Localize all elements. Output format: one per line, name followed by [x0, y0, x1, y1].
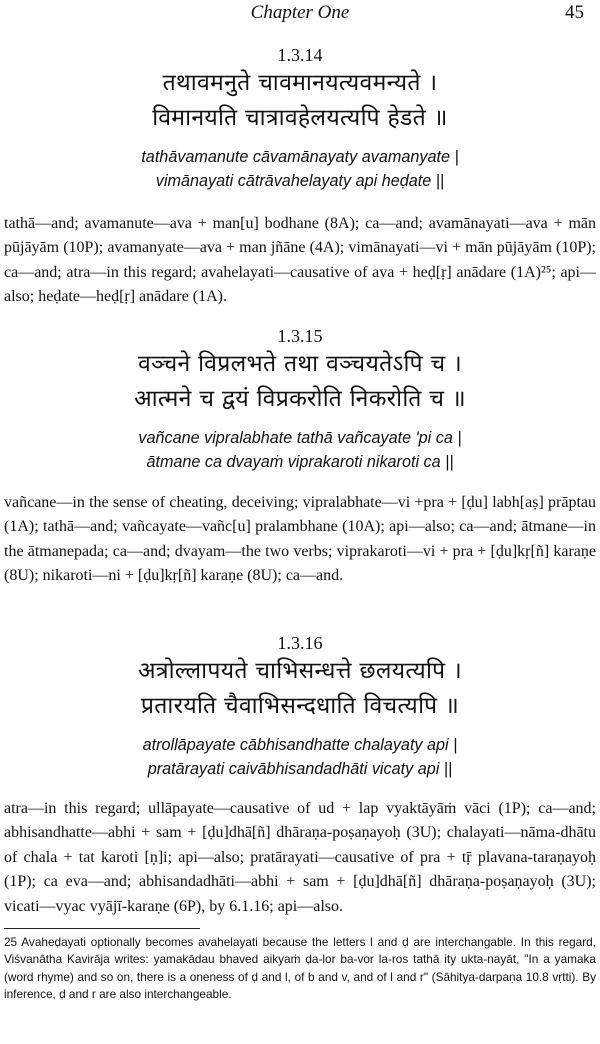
- transliteration: [0, 733, 600, 781]
- gloss-text: atra—in this regard; ullāpayate—causative of ud + lap vyaktāyāṁ vāci (1P); ca—and; abhisandhatte—abhi + sam + [ḍu]dhā[ñ] dhāraṇa-poṣaṇayoḥ (3U); chalayati—nāma-dhātu of chala + tat karoti [ṇ]i; api—also; pratārayati—causative of pra + tṝ plavana-taraṇayoḥ (1P); ca eva—and; abhisandadhāti—abhi + sam + [ḍu]dhā[ñ] dhāraṇa-poṣaṇayoḥ (3U); vicati—vyac vyājī-karaṇe (6P), by 6.1.16; api—also.: [4, 800, 596, 915]
- verse-block: [0, 44, 600, 136]
- word-gloss: [4, 491, 596, 589]
- devanagari-line: वञ्चने विप्रलभते तथा वञ्चयतेऽपि च ।: [137, 351, 462, 377]
- page-header: [0, 2, 600, 26]
- verse-block: [0, 632, 600, 724]
- transliteration-line: ātmane ca dvayaṁ viprakaroti nikaroti ca ||: [146, 453, 454, 471]
- verse-number: 1.3.14: [277, 45, 323, 65]
- gloss-text: vañcane—in the sense of cheating, deceiving; vipralabhate—vi +pra + [ḍu] labh[aṣ] prāptau (1A); tathā—and; vañcayate—vañc[u] pralambhane (10A); api—also; ca—and; ātmane—in the ātmanepada; ca—and; dvayam—the two verbs; viprakaroti—vi + pra + [ḍu]kṛ[ñ] karaṇe (8U); nikaroti—ni + [ḍu]kṛ[ñ] karaṇe (8U); ca—and.: [4, 494, 596, 585]
- transliteration-line: atrollāpayate cābhisandhatte chalayaty api |: [142, 736, 458, 754]
- footnote: [4, 934, 596, 1004]
- transliteration: [0, 426, 600, 474]
- word-gloss: [4, 212, 596, 310]
- footnote-divider: [4, 928, 200, 929]
- devanagari-line: अत्रोल्लापयते चाभिसन्धत्ते छलयत्यपि ।: [138, 658, 462, 684]
- transliteration-line: vimānayati cātrāvahelayaty api heḍate ||: [155, 172, 445, 190]
- footnote-text: 25 Avaheḍayati optionally becomes avahelayati because the letters l and ḍ are interchangable. In this regard, Viśvanātha Kavirāja writes: yamakādau bhaved aikyaṁ ḍa-lor ba-vor la-ros tathā ity ukta-nayāt, "In a yamaka (word rhyme) and so on, there is a oneness of ḍ and l, of b and v, and of l and r" (Sāhitya-darpaṇa 10.8 vṛtti). By inference, ḍ and r are also interchangeable.: [4, 935, 596, 1002]
- verse-number: 1.3.16: [277, 633, 323, 653]
- page-number: 45: [565, 2, 584, 23]
- devanagari-line: प्रतारयति चैवाभिसन्दधाति विचत्यपि ॥: [140, 693, 460, 719]
- devanagari-line: आत्मने च द्वयं विप्रकरोति निकरोति च ॥: [134, 386, 466, 412]
- transliteration-line: vañcane vipralabhate tathā vañcayate 'pi ca |: [138, 429, 462, 447]
- gloss-text: tathā—and; avamanute—ava + man[u] bodhane (8A); ca—and; avamānayati—ava + mān pūjāyām (10P); avamanyate—ava + man jñāne (4A); vimānayati—vi + mān pūjāyām (10P); ca—and; atra—in this regard; avahelayati—causative of ava + heḍ[ṛ] anādare (1A)²⁵; api—also; heḍate—heḍ[ṛ] anādare (1A).: [4, 215, 596, 306]
- devanagari-line: तथावमनुते चावमानयत्यवमन्यते ।: [162, 70, 438, 96]
- devanagari-line: विमानयति चात्रावहेलयत्यपि हेडते ॥: [152, 105, 448, 131]
- transliteration: [0, 145, 600, 193]
- chapter-title: Chapter One: [250, 2, 350, 23]
- transliteration-line: pratārayati caivābhisandadhāti vicaty api ||: [147, 760, 453, 778]
- verse-block: [0, 325, 600, 417]
- verse-number: 1.3.15: [277, 326, 323, 346]
- word-gloss: [4, 797, 596, 919]
- transliteration-line: tathāvamanute cāvamānayaty avamanyate |: [141, 148, 459, 166]
